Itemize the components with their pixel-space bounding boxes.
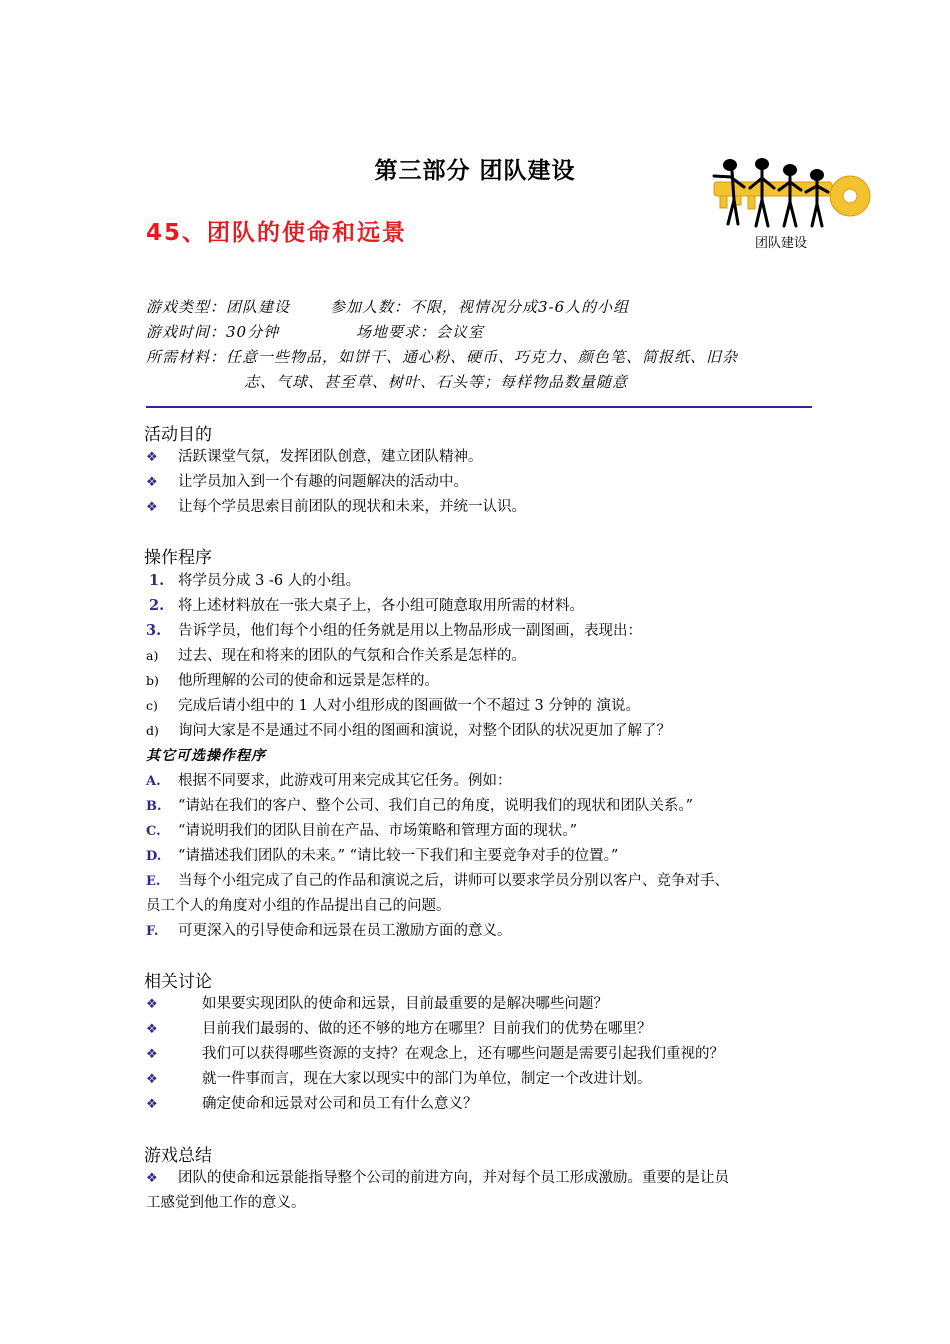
logo-caption: 团队建设 <box>755 236 808 251</box>
list-item: a) 过去、现在和将来的团队的气氛和合作关系是怎样的。 <box>146 648 526 664</box>
list-item: B. “请站在我们的客户、整个公司、我们自己的角度，说明我们的现状和团队关系。” <box>146 798 694 814</box>
diamond-bullet-icon: ❖ <box>146 1022 158 1037</box>
meta-row-2 <box>146 321 484 342</box>
list-item: 2. 将上述材料放在一张大桌子上，各小组可随意取用所需的材料。 <box>149 597 584 614</box>
list-item: ❖ 如果要实现团队的使命和远景，目前最重要的是解决哪些问题？ <box>146 996 608 1012</box>
list-item: D. “请描述我们团队的未来。” “请比较一下我们和主要竞争对手的位置。” <box>146 848 619 864</box>
diamond-bullet-icon: ❖ <box>146 1097 158 1112</box>
discussion-heading: 相关讨论 <box>144 972 212 992</box>
optional-heading: 其它可选操作程序 <box>146 748 266 764</box>
list-item: ❖ 让学员加入到一个有趣的问题解决的活动中。 <box>146 474 468 490</box>
list-item: 3. 告诉学员，他们每个小组的任务就是用以上物品形成一副图画，表现出： <box>146 622 642 639</box>
list-item-continued: 员工个人的角度对小组的作品提出自己的问题。 <box>146 898 451 914</box>
materials-line-1: 所需材料：任意一些物品，如饼干、通心粉、硬币、巧克力、颜色笔、简报纸、旧杂 <box>146 348 739 366</box>
list-item: ❖ 就一件事而言，现在大家以现实中的部门为单位，制定一个改进计划。 <box>146 1071 652 1087</box>
list-item: ❖ 目前我们最弱的、做的还不够的地方在哪里？目前我们的优势在哪里？ <box>146 1021 652 1037</box>
game-time: 游戏时间：30分钟 <box>146 323 280 341</box>
list-item: c) 完成后请小组中的 1 人对小组形成的图画做一个不超过 3 分钟的 演说。 <box>146 698 640 714</box>
summary-line-2: 工感觉到他工作的意义。 <box>146 1195 306 1211</box>
list-item: A. 根据不同要求，此游戏可用来完成其它任务。例如： <box>146 773 512 789</box>
list-item: C. “请说明我们的团队目前在产品、市场策略和管理方面的现状。” <box>146 823 578 839</box>
summary-heading: 游戏总结 <box>144 1146 212 1166</box>
procedure-heading: 操作程序 <box>144 548 212 568</box>
diamond-bullet-icon: ❖ <box>146 475 158 490</box>
list-item: E. 当每个小组完成了自己的作品和演说之后，讲师可以要求学员分别以客户、竞争对手、 <box>146 873 729 889</box>
divider <box>146 406 812 408</box>
part-title: 第三部分 团队建设 <box>374 158 576 184</box>
list-item: F. 可更深入的引导使命和远景在员工激励方面的意义。 <box>146 923 512 939</box>
list-item: ❖ 活跃课堂气氛，发挥团队创意，建立团队精神。 <box>146 449 483 465</box>
diamond-bullet-icon: ❖ <box>146 1171 158 1186</box>
list-item: ❖ 确定使命和远景对公司和员工有什么意义？ <box>146 1096 478 1112</box>
list-item: ❖ 让每个学员思索目前团队的现状和未来，并统一认识。 <box>146 499 526 515</box>
summary-line-1: ❖ 团队的使命和远景能指导整个公司的前进方向，并对每个员工形成激励。重要的是让员 <box>146 1170 729 1186</box>
list-item: d) 询问大家是不是通过不同小组的图画和演说，对整个团队的状况更加了解了？ <box>146 723 671 739</box>
list-item: 1. 将学员分成 3 -6 人的小组。 <box>149 572 361 589</box>
materials-line-2: 志、气球、甚至草、树叶、石头等；每样物品数量随意 <box>244 373 629 391</box>
diamond-bullet-icon: ❖ <box>146 450 158 465</box>
venue: 场地要求：会议室 <box>356 323 485 341</box>
figure-icon <box>806 169 828 226</box>
purpose-heading: 活动目的 <box>144 425 212 445</box>
list-item: ❖ 我们可以获得哪些资源的支持？在观念上，还有哪些问题是需要引起我们重视的？ <box>146 1046 724 1062</box>
diamond-bullet-icon: ❖ <box>146 1072 158 1087</box>
game-type: 游戏类型：团队建设 <box>146 298 291 316</box>
chapter-title: 45、团队的使命和远景 <box>146 220 408 246</box>
diamond-bullet-icon: ❖ <box>146 1047 158 1062</box>
diamond-bullet-icon: ❖ <box>146 500 158 515</box>
diamond-bullet-icon: ❖ <box>146 997 158 1012</box>
meta-row-1 <box>146 296 629 317</box>
list-item: b) 他所理解的公司的使命和远景是怎样的。 <box>146 673 439 689</box>
participants: 参加人数：不限，视情况分成3-6人的小组 <box>330 298 630 316</box>
